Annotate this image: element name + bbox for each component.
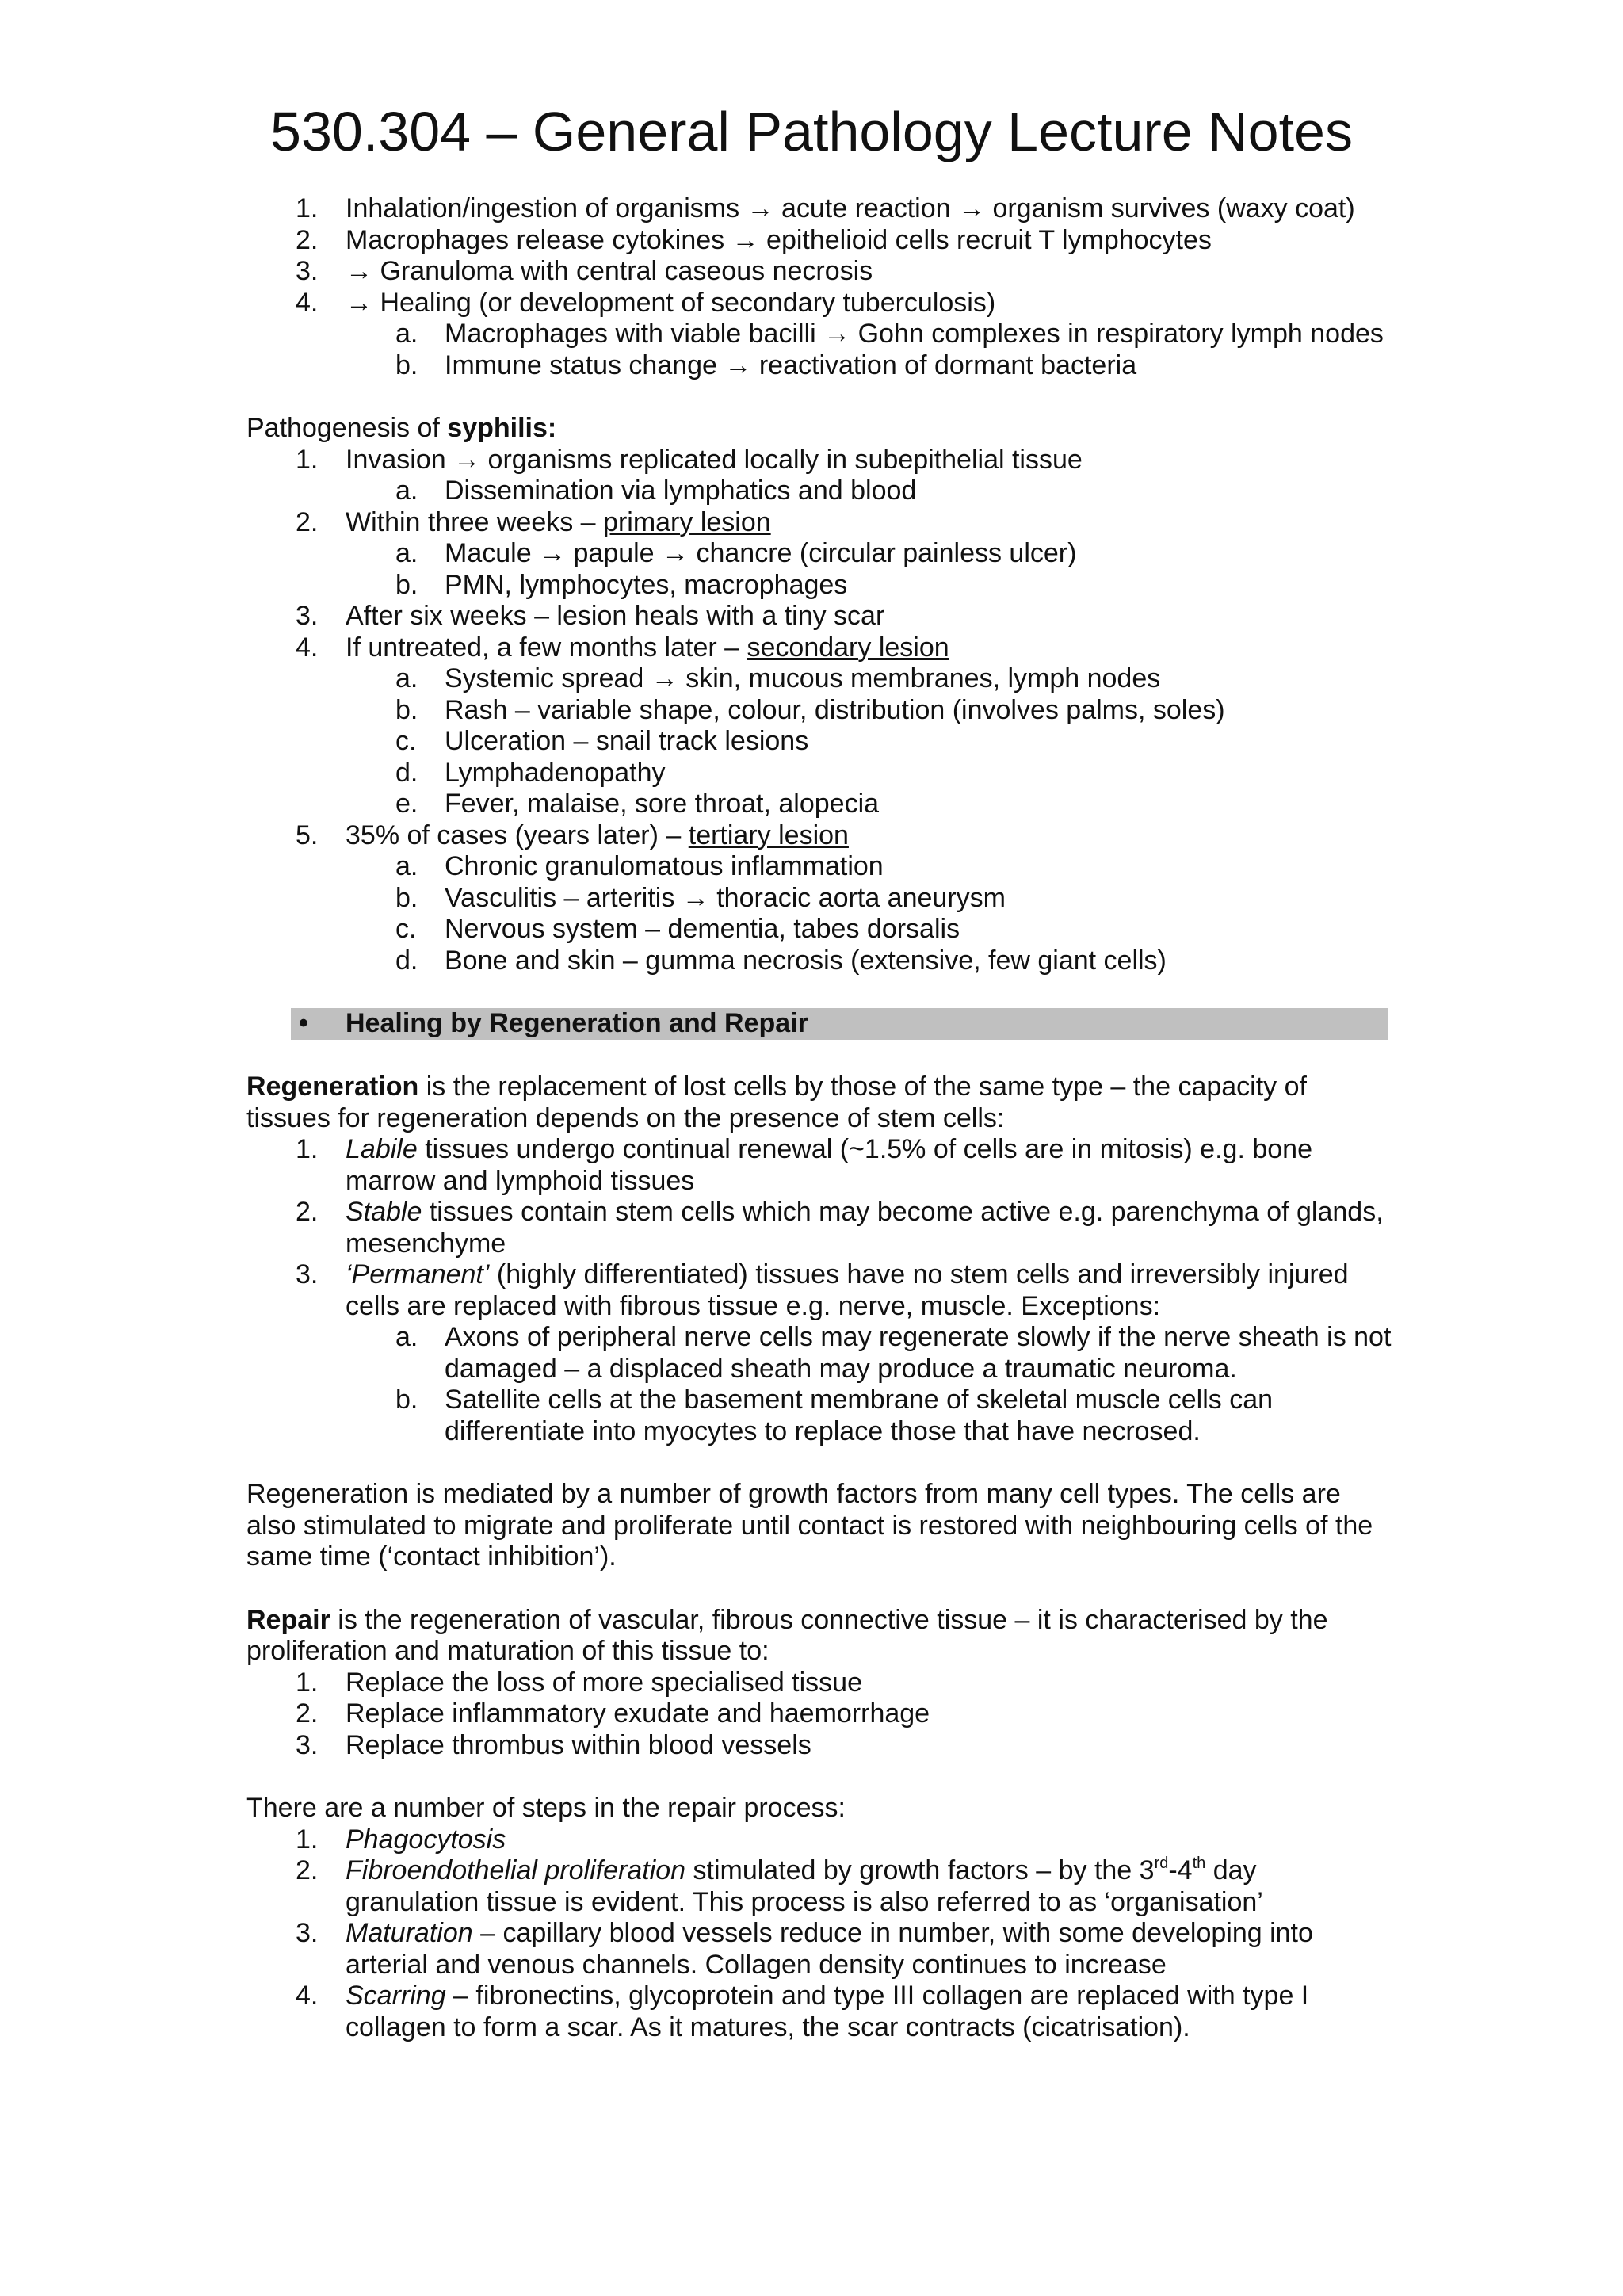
list-item: 1. Inhalation/ingestion of organisms → acute reaction → organism survives (waxy coat) [296,193,1355,223]
list-item: 3. After six weeks – lesion heals with a tiny scar [296,601,885,631]
list-item: 1. Labile tissues undergo continual renewal (~1.5% of cells are in mitosis) e.g. bone marrow and lymphoid tissues [296,1134,1312,1196]
sub-list-item: b. Rash – variable shape, colour, distribution (involves palms, soles) [395,694,1225,725]
syphilis-heading: Pathogenesis of syphilis: [246,413,557,443]
sub-list-item: e. Fever, malaise, sore throat, alopecia [395,789,880,819]
list-item: 2. Replace inflammatory exudate and haemorrhage [296,1698,930,1729]
section-heading-bar [291,1008,1388,1040]
sub-list-item: b. Immune status change → reactivation of dormant bacteria [395,350,1137,380]
sub-list-item: c. Ulceration – snail track lesions [395,726,809,756]
sub-list-item: a. Systemic spread → skin, mucous membranes, lymph nodes [395,663,1161,693]
sub-list-item: d. Bone and skin – gumma necrosis (extensive, few giant cells) [395,945,1167,976]
sub-list-item: a. Axons of peripheral nerve cells may regenerate slowly if the nerve sheath is not damaged – a displaced sheath may produce a traumatic neuroma. [395,1322,1392,1384]
repair-paragraph: Repair is the regeneration of vascular, fibrous connective tissue – it is characterised by the proliferation and maturation of this tissue to: [246,1604,1328,1666]
bullet-icon: • [299,1008,308,1038]
sub-list-item: c. Nervous system – dementia, tabes dorsalis [395,914,960,944]
list-item: 1. Phagocytosis [296,1824,506,1855]
list-item: 2. Fibroendothelial proliferation stimulated by growth factors – by the 3rd-4th day granulation tissue is evident. This process is also referred to as ‘organisation’ [296,1855,1263,1917]
regeneration-paragraph: Regeneration is the replacement of lost cells by those of the same type – the capacity of tissues for regeneration depends on the presence of stem cells: [246,1072,1307,1133]
list-item: 3. ‘Permanent’ (highly differentiated) tissues have no stem cells and irreversibly injured cells are replaced with fibrous tissue e.g. nerve, muscle. Exceptions: [296,1259,1349,1321]
sub-list-item: b. Vasculitis – arteritis → thoracic aorta aneurysm [395,882,1006,913]
sub-list-item: b. PMN, lymphocytes, macrophages [395,569,848,600]
page-title: 530.304 – General Pathology Lecture Notes [270,101,1353,162]
regeneration-mediation-paragraph: Regeneration is mediated by a number of growth factors from many cell types. The cells are also stimulated to migrate and proliferate until contact is restored with neighbouring cells of the same time (‘contact inhibition’). [246,1479,1373,1572]
list-item: 1. Replace the loss of more specialised tissue [296,1667,862,1698]
document-body [246,193,1396,2043]
list-item: 3. Maturation – capillary blood vessels reduce in number, with some developing into arterial and venous channels. Collagen density continues to increase [296,1918,1313,1980]
steps-intro: There are a number of steps in the repair process: [246,1793,846,1823]
sub-list-item: a. Chronic granulomatous inflammation [395,851,884,881]
sub-list-item: a. Macrophages with viable bacilli → Gohn complexes in respiratory lymph nodes [395,319,1384,349]
list-item: 2. Macrophages release cytokines → epithelioid cells recruit T lymphocytes [296,224,1212,255]
sub-list-item: b. Satellite cells at the basement membrane of skeletal muscle cells can differentiate into myocytes to replace those that have necrosed. [395,1385,1274,1446]
sub-list-item: d. Lymphadenopathy [395,757,666,788]
section-heading: Healing by Regeneration and Repair [346,1008,808,1038]
list-item: 3. → Granuloma with central caseous necrosis [296,256,873,286]
list-item: 3. Replace thrombus within blood vessels [296,1729,812,1760]
list-item: 1. Invasion → organisms replicated locally in subepithelial tissue [296,444,1083,475]
sub-list-item: a. Macule → papule → chancre (circular painless ulcer) [395,538,1077,568]
list-item: 5. 35% of cases (years later) – tertiary lesion [296,819,849,850]
list-item: 4. → Healing (or development of secondary tuberculosis) [296,287,996,318]
list-item: 2. Stable tissues contain stem cells which may become active e.g. parenchyma of glands, mesenchyme [296,1197,1384,1259]
list-item: 2. Within three weeks – primary lesion [296,506,771,537]
list-item: 4. If untreated, a few months later – secondary lesion [296,632,949,663]
list-item: 4. Scarring – fibronectins, glycoprotein and type III collagen are replaced with type I collagen to form a scar. As it matures, the scar contracts (cicatrisation). [296,1981,1309,2042]
sub-list-item: a. Dissemination via lymphatics and blood [395,476,917,506]
